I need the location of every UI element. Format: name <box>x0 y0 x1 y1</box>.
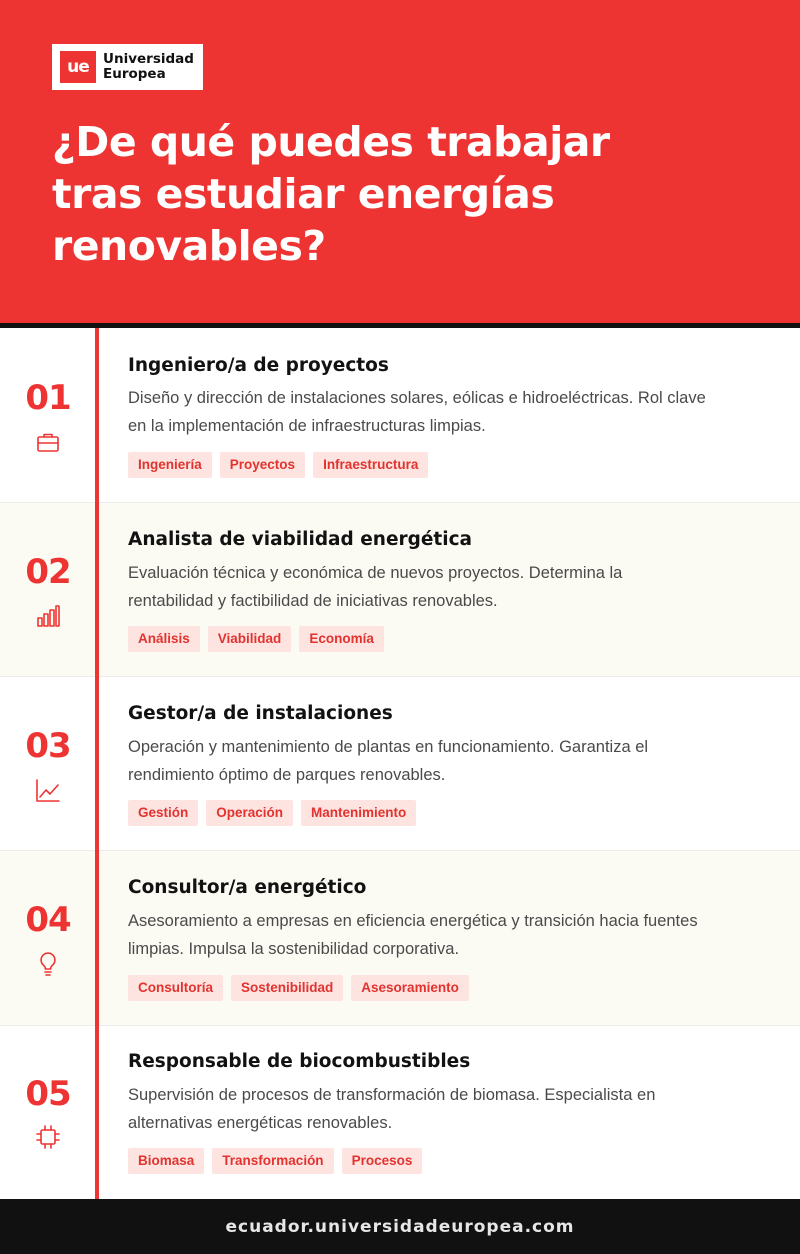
career-list <box>0 328 800 1199</box>
description-line: limpias. Impulsa la sostenibilidad corporativa. <box>128 940 460 958</box>
chip-icon <box>34 1123 62 1151</box>
briefcase-icon <box>34 428 62 456</box>
career-number: 04 <box>25 900 71 940</box>
tag: Proyectos <box>220 452 305 478</box>
lightbulb-icon <box>34 950 62 978</box>
career-description <box>128 1081 778 1137</box>
career-title: Responsable de biocombustibles <box>128 1051 471 1072</box>
description-line: Asesoramiento a empresas en eficiencia energética y transición hacia fuentes <box>128 912 698 930</box>
tag: Viabilidad <box>208 626 292 652</box>
description-line: Operación y mantenimiento de plantas en funcionamiento. Garantiza el <box>128 738 649 756</box>
logo-name-line1: Universidad <box>103 51 194 67</box>
tag: Transformación <box>212 1148 333 1174</box>
career-item <box>0 851 800 1026</box>
description-line: Supervisión de procesos de transformación de biomasa. Especialista en <box>128 1086 656 1104</box>
tag: Economía <box>299 626 384 652</box>
logo-text <box>103 52 194 82</box>
tag: Asesoramiento <box>351 975 469 1001</box>
logo-name-line2: Europea <box>103 66 166 82</box>
tag: Mantenimiento <box>301 800 416 826</box>
tag: Infraestructura <box>313 452 428 478</box>
bar-chart-icon <box>34 602 62 630</box>
description-line: rentabilidad y factibilidad de iniciativas renovables. <box>128 592 498 610</box>
tag-list <box>128 975 469 1001</box>
description-line: Diseño y dirección de instalaciones solares, eólicas e hidroeléctricas. Rol clave <box>128 389 706 407</box>
career-title: Ingeniero/a de proyectos <box>128 355 389 376</box>
career-title: Analista de viabilidad energética <box>128 529 473 550</box>
career-description <box>128 384 778 440</box>
description-line: rendimiento óptimo de parques renovables. <box>128 766 446 784</box>
tag-list <box>128 1148 422 1174</box>
career-title: Gestor/a de instalaciones <box>128 703 393 724</box>
tag: Gestión <box>128 800 198 826</box>
tag: Sostenibilidad <box>231 975 343 1001</box>
footer <box>0 1199 800 1254</box>
page-title <box>52 116 752 272</box>
career-item <box>0 677 800 851</box>
career-number: 03 <box>25 726 71 766</box>
title-line2: tras estudiar energías <box>52 170 555 218</box>
description-line: alternativas energéticas renovables. <box>128 1114 393 1132</box>
description-line: Evaluación técnica y económica de nuevos proyectos. Determina la <box>128 564 623 582</box>
logo-mark-icon: ue <box>60 51 96 83</box>
tag: Procesos <box>342 1148 423 1174</box>
career-number: 05 <box>25 1074 71 1114</box>
description-line: en la implementación de infraestructuras limpias. <box>128 417 486 435</box>
career-number: 02 <box>25 552 71 592</box>
tag: Consultoría <box>128 975 223 1001</box>
title-line3: renovables? <box>52 222 326 270</box>
career-number: 01 <box>25 378 71 418</box>
career-item <box>0 328 800 503</box>
tag: Análisis <box>128 626 200 652</box>
career-description <box>128 907 778 963</box>
title-line1: ¿De qué puedes trabajar <box>52 118 610 166</box>
tag: Biomasa <box>128 1148 204 1174</box>
university-logo[interactable] <box>52 44 203 90</box>
tag-list <box>128 800 416 826</box>
footer-url-link[interactable]: ecuador.universidadeuropea.com <box>225 1216 575 1237</box>
tag-list <box>128 452 428 478</box>
header-banner <box>0 0 800 323</box>
tag: Ingeniería <box>128 452 212 478</box>
career-item <box>0 1026 800 1199</box>
career-description <box>128 733 778 789</box>
career-description <box>128 559 778 615</box>
career-title: Consultor/a energético <box>128 877 367 898</box>
tag-list <box>128 626 384 652</box>
tag: Operación <box>206 800 293 826</box>
career-item <box>0 503 800 677</box>
line-chart-icon <box>34 776 62 804</box>
timeline-bar <box>95 328 99 1199</box>
